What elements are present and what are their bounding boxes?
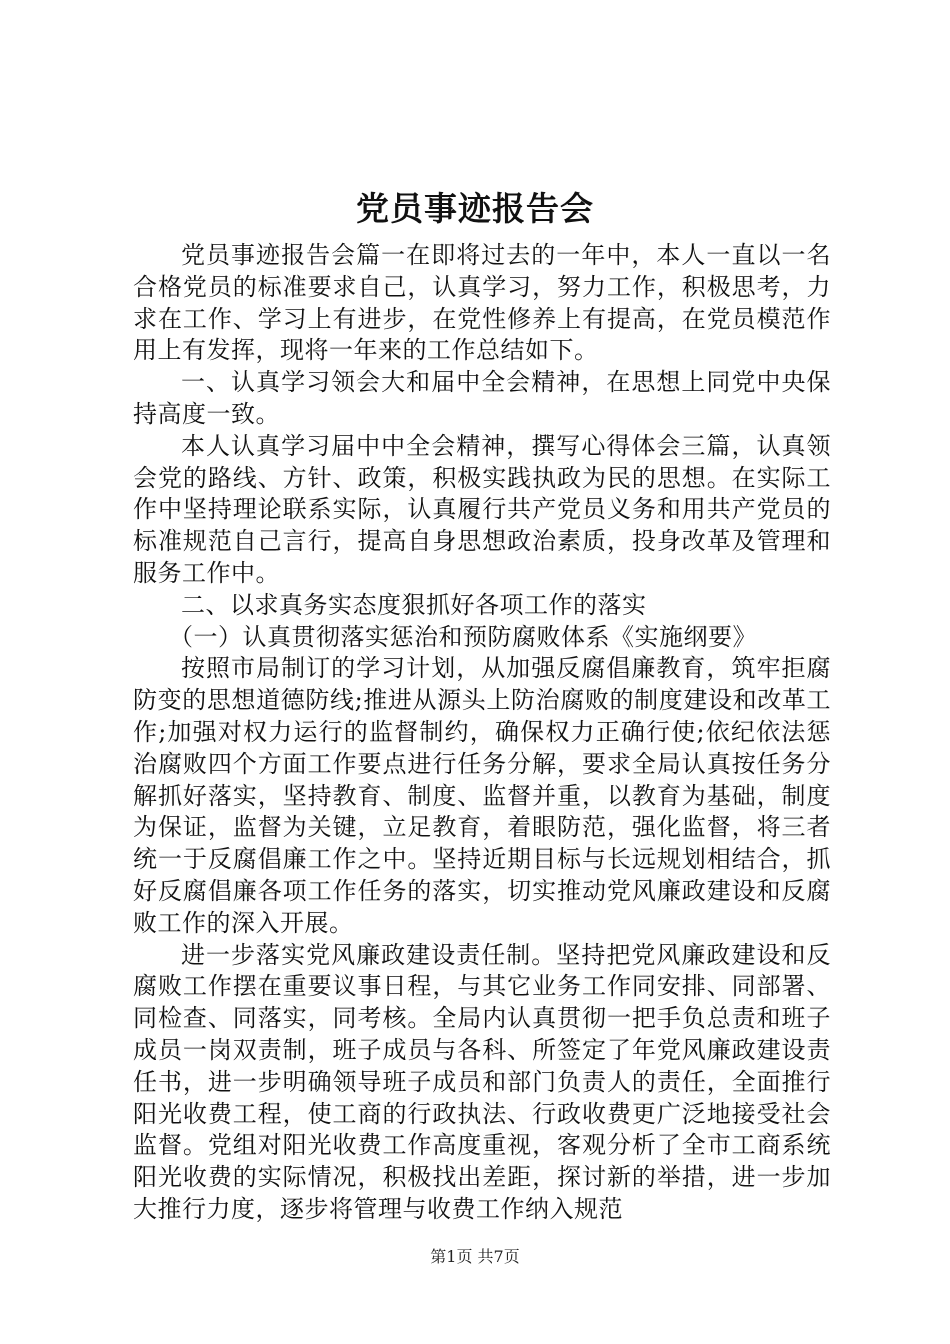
paragraph-study: 本人认真学习届中中全会精神，撰写心得体会三篇，认真领会党的路线、方针、政策，积极实践执政为民的思想。在实际工作中坚持理论联系实际，认真履行共产党员义务和用共产党员的标准规范自己言行，提高自身思想政治素质，投身改革及管理和服务工作中。: [133, 431, 831, 587]
paragraph-intro: 党员事迹报告会篇一在即将过去的一年中，本人一直以一名合格党员的标准要求自己，认真学习，努力工作，积极思考，力求在工作、学习上有进步，在党性修养上有提高，在党员模范作用上有发挥，现将一年来的工作总结如下。: [133, 241, 831, 365]
heading-subsection-one: （一）认真贯彻落实惩治和预防腐败体系《实施纲要》: [169, 622, 757, 651]
page-number: 第1页 共7页: [430, 1247, 520, 1266]
heading-section-one: 一、认真学习领会大和届中全会精神，在思想上同党中央保持高度一致。: [133, 368, 831, 428]
document-body: [133, 240, 831, 1226]
heading-section-two: 二、以求真务实态度狠抓好各项工作的落实: [181, 590, 647, 619]
paragraph-responsibility: 进一步落实党风廉政建设责任制。坚持把党风廉政建设和反腐败工作摆在重要议事日程，与其它业务工作同安排、同部署、同检查、同落实，同考核。全局内认真贯彻一把手负总责和班子成员一岗双责制，班子成员与各科、所签定了年党风廉政建设责任书，进一步明确领导班子成员和部门负责人的责任，全面推行阳光收费工程，使工商的行政执法、行政收费更广泛地接受社会监督。党组对阳光收费工作高度重视，客观分析了全市工商系统阳光收费的实际情况，积极找出差距，探讨新的举措，进一步加大推行力度，逐步将管理与收费工作纳入规范: [133, 940, 831, 1223]
paragraph-anticorruption: 按照市局制订的学习计划，从加强反腐倡廉教育，筑牢拒腐防变的思想道德防线;推进从源头上防治腐败的制度建设和改革工作;加强对权力运行的监督制约，确保权力正确行使;依纪依法惩治腐败四个方面工作要点进行任务分解，要求全局认真按任务分解抓好落实，坚持教育、制度、监督并重，以教育为基础，制度为保证，监督为关键，立足教育，着眼防范，强化监督，将三者统一于反腐倡廉工作之中。坚持近期目标与长远规划相结合，抓好反腐倡廉各项工作任务的落实，切实推动党风廉政建设和反腐败工作的深入开展。: [133, 654, 831, 937]
page-title: 党员事迹报告会: [356, 189, 594, 228]
